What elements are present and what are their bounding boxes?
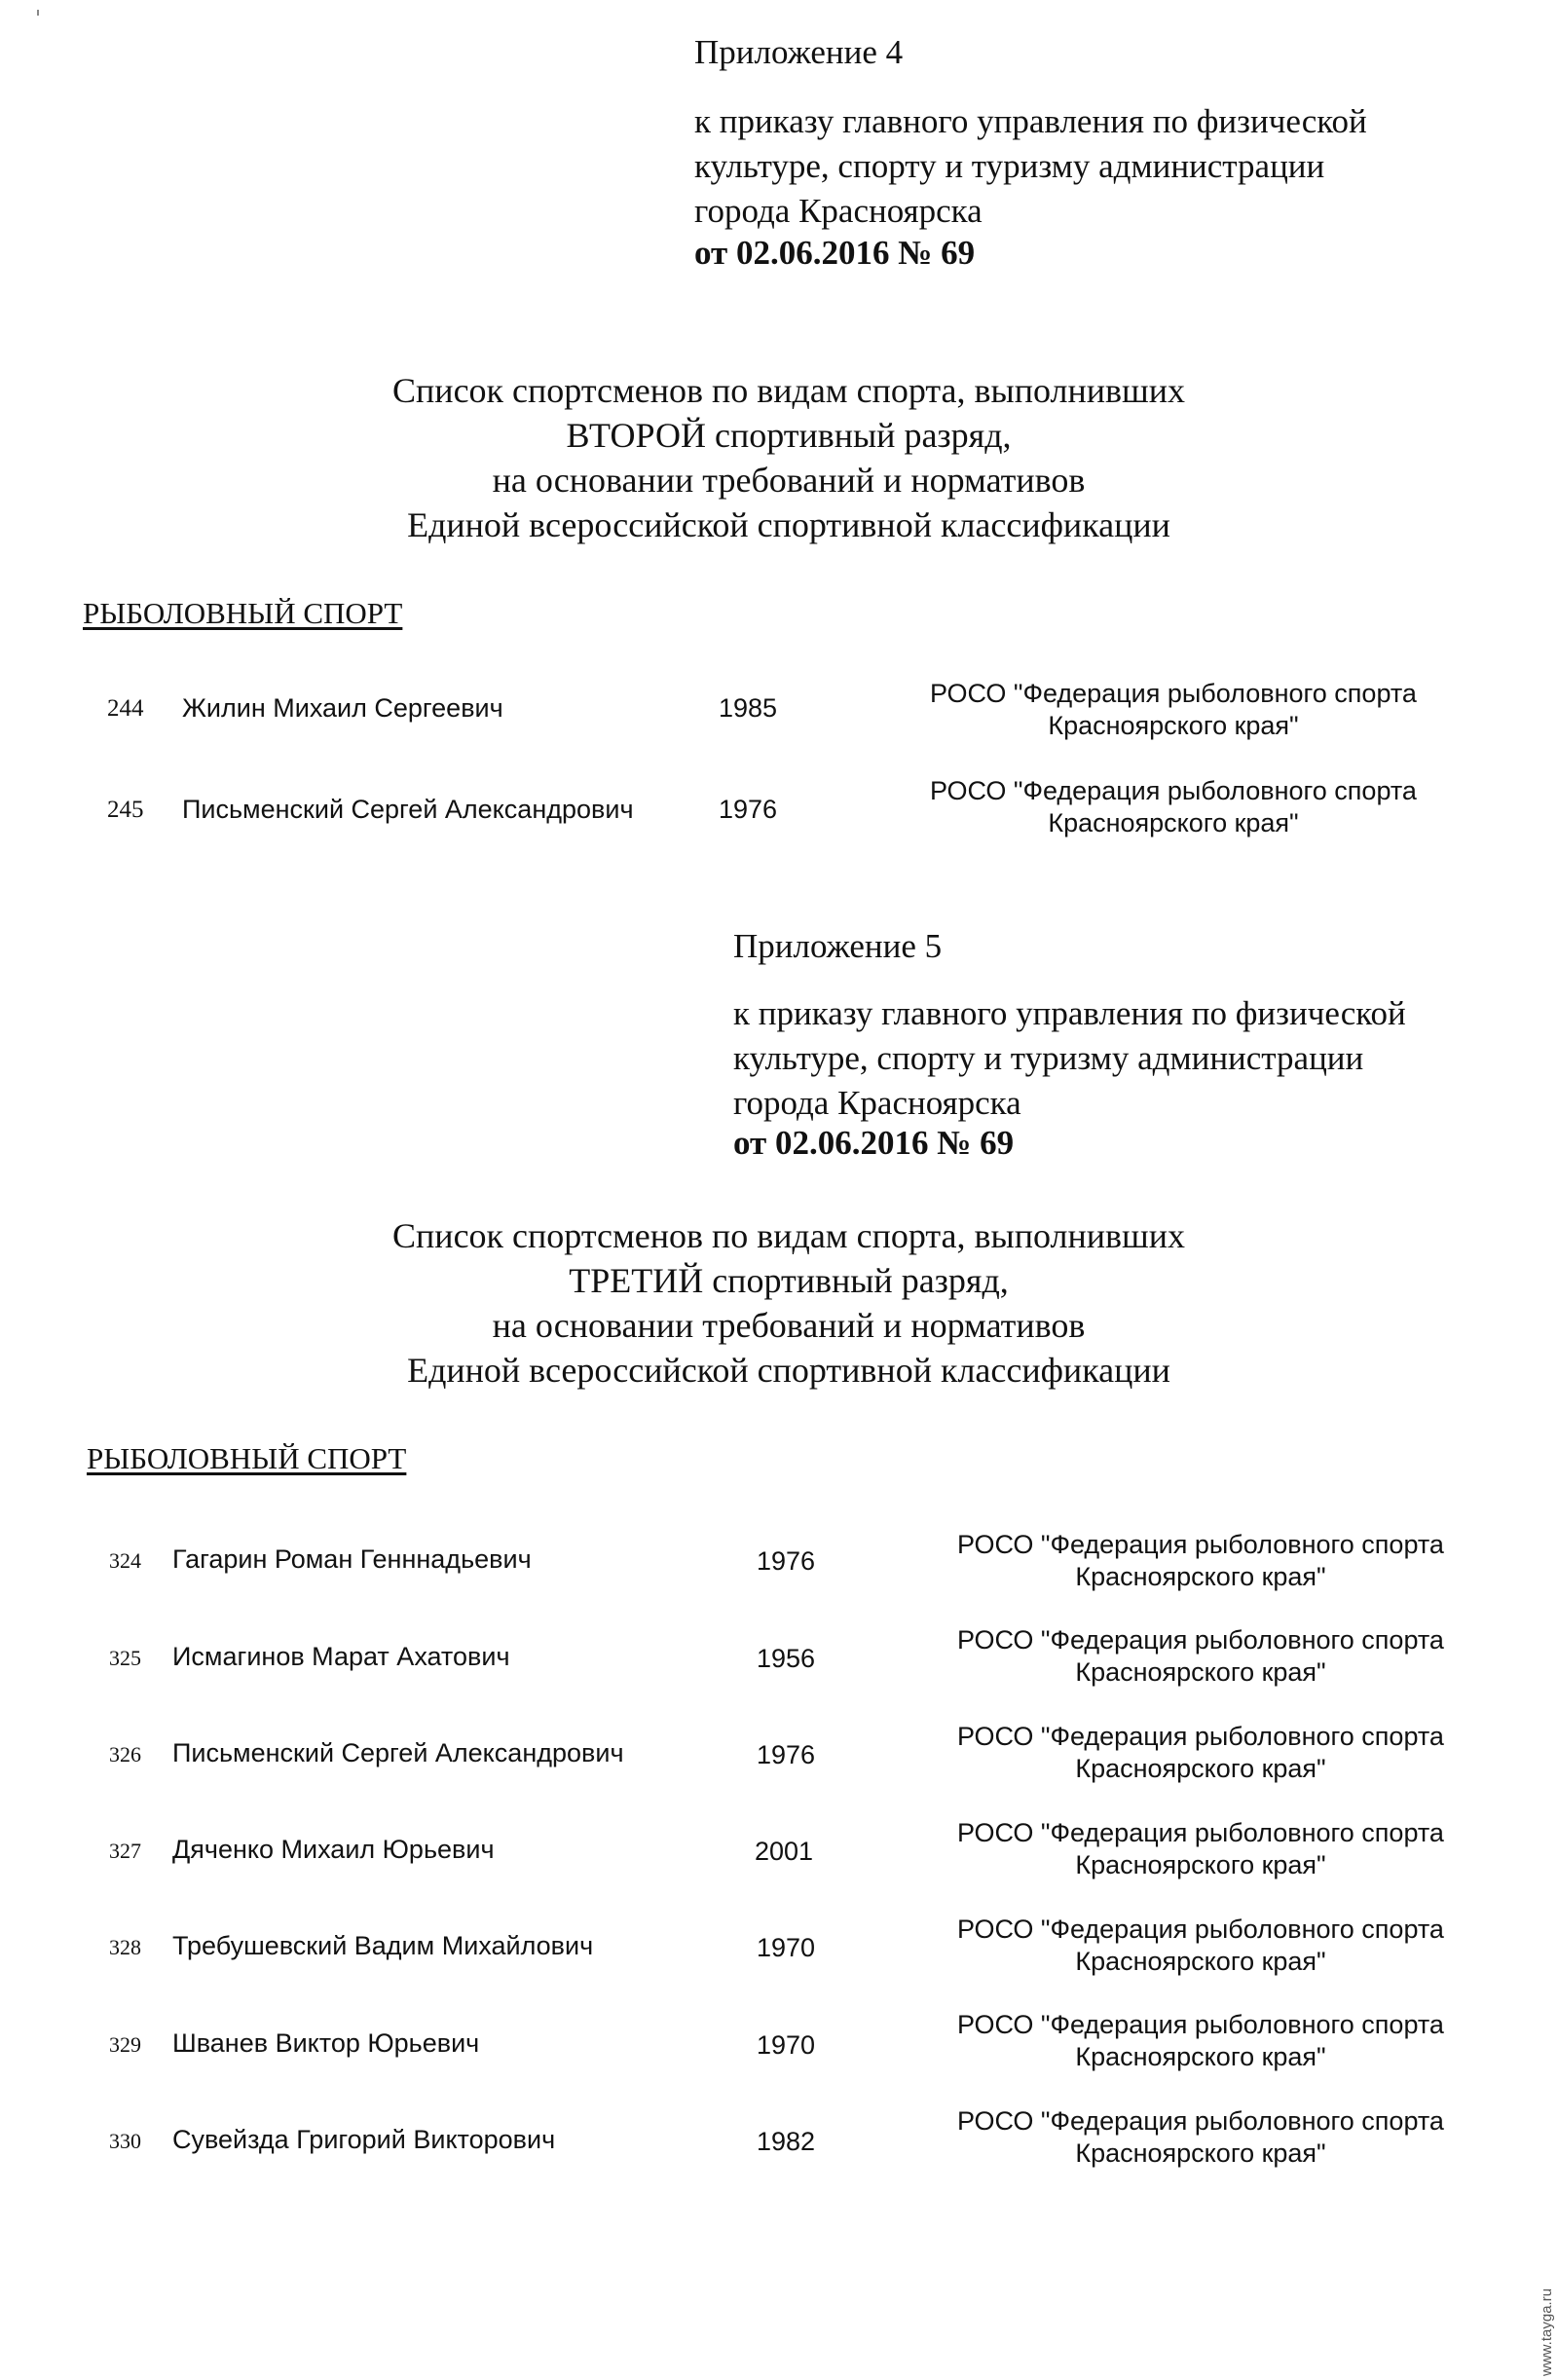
row-name: Гагарин Роман Генннадьевич: [172, 1544, 532, 1574]
row-organization: [928, 2105, 1473, 2170]
row-organization-line-2: Красноярского края": [1075, 2138, 1326, 2168]
appendix-4-line-1: к приказу главного управления по физической: [694, 102, 1367, 140]
row-name: Сувейзда Григорий Викторович: [172, 2125, 556, 2154]
table-row: [0, 1817, 1558, 1895]
table-row: [0, 1529, 1558, 1607]
list-2-title-line-1: Список спортсменов по видам спорта, выполнивших: [392, 371, 1185, 410]
row-number: 326: [109, 1742, 141, 1766]
appendix-5-date: от 02.06.2016 № 69: [733, 1124, 1015, 1162]
row-number: 330: [109, 2129, 141, 2153]
list-2-title-line-4: Единой всероссийской спортивной классификации: [407, 505, 1170, 544]
appendix-4-date: от 02.06.2016 № 69: [694, 234, 976, 272]
table-row: [0, 1914, 1558, 1991]
table-row: [0, 1624, 1558, 1702]
row-number: 329: [109, 2032, 141, 2057]
list-3-title-line-4: Единой всероссийской спортивной классификации: [407, 1351, 1170, 1390]
row-name: Письменский Сергей Александрович: [182, 795, 634, 824]
list-3-title-line-1: Список спортсменов по видам спорта, выполнивших: [392, 1216, 1185, 1255]
appendix-5-line-1: к приказу главного управления по физической: [733, 994, 1406, 1032]
appendix-4-line-2: культуре, спорту и туризму администрации: [694, 147, 1325, 185]
list-2-title-line-3: на основании требований и нормативов: [492, 461, 1086, 500]
row-name: Шванев Виктор Юрьевич: [172, 2028, 480, 2058]
appendix-5-line-2: культуре, спорту и туризму администрации: [733, 1039, 1364, 1077]
row-organization-line-1: РОСО "Федерация рыболовного спорта: [957, 1722, 1444, 1751]
row-name: Исмагинов Марат Ахатович: [172, 1642, 510, 1671]
table-row: [0, 1721, 1558, 1799]
row-organization-line-1: РОСО "Федерация рыболовного спорта: [957, 1915, 1444, 1944]
appendix-4-title: Приложение 4: [694, 33, 904, 71]
row-number: 328: [109, 1935, 141, 1959]
row-organization: [928, 1529, 1473, 1593]
row-organization-line-2: Красноярского края": [1075, 1754, 1326, 1783]
row-organization-line-1: РОСО "Федерация рыболовного спорта: [957, 2106, 1444, 2136]
watermark: www.tayga.ru: [1539, 2287, 1555, 2376]
list-2-sport-heading: РЫБОЛОВНЫЙ СПОРТ: [83, 596, 403, 630]
row-organization-line-2: Красноярского края": [1075, 2042, 1326, 2071]
row-number: 327: [109, 1839, 141, 1863]
row-organization: [928, 1721, 1473, 1785]
list-3-title: [0, 1213, 1558, 1393]
row-organization-line-2: Красноярского края": [1075, 1850, 1326, 1879]
appendix-5-title: Приложение 5: [733, 927, 943, 965]
row-name: Письменский Сергей Александрович: [172, 1738, 624, 1767]
row-year: 1976: [719, 795, 778, 824]
table-row: [0, 2105, 1558, 2183]
row-number: 244: [107, 695, 144, 722]
row-number: 325: [109, 1646, 141, 1670]
row-year: 1976: [757, 1546, 816, 1576]
table-row: [0, 775, 1558, 853]
scan-speck: [37, 10, 39, 16]
row-organization-line-1: РОСО "Федерация рыболовного спорта: [957, 1625, 1444, 1655]
row-organization-line-2: Красноярского края": [1048, 808, 1299, 837]
row-organization-line-1: РОСО "Федерация рыболовного спорта: [957, 2010, 1444, 2039]
row-name: Дяченко Михаил Юрьевич: [172, 1835, 495, 1864]
row-year: 2001: [755, 1837, 814, 1866]
row-year: 1970: [757, 2030, 816, 2060]
row-name: Жилин Михаил Сергеевич: [182, 693, 503, 723]
row-organization-line-1: РОСО "Федерация рыболовного спорта: [930, 679, 1417, 708]
row-organization: [928, 1624, 1473, 1689]
row-number: 324: [109, 1548, 141, 1573]
row-organization-line-1: РОСО "Федерация рыболовного спорта: [957, 1818, 1444, 1847]
row-organization: [928, 1914, 1473, 1978]
list-3-title-line-2: ТРЕТИЙ спортивный разряд,: [569, 1261, 1009, 1300]
row-name: Требушевский Вадим Михайлович: [172, 1931, 594, 1960]
row-organization-line-2: Красноярского края": [1075, 1657, 1326, 1687]
table-row: [0, 678, 1558, 756]
row-year: 1970: [757, 1933, 816, 1962]
row-organization-line-2: Красноярского края": [1075, 1947, 1326, 1976]
appendix-4-line-3: города Красноярска: [694, 192, 983, 230]
row-organization: [928, 1817, 1473, 1881]
table-row: [0, 2009, 1558, 2087]
row-organization: [901, 775, 1446, 839]
row-organization-line-1: РОСО "Федерация рыболовного спорта: [957, 1530, 1444, 1559]
row-year: 1956: [757, 1644, 816, 1673]
row-number: 245: [107, 797, 144, 823]
row-organization-line-2: Красноярского края": [1075, 1562, 1326, 1591]
list-3-title-line-3: на основании требований и нормативов: [492, 1306, 1086, 1345]
list-3-sport-heading: РЫБОЛОВНЫЙ СПОРТ: [87, 1441, 407, 1475]
row-year: 1985: [719, 693, 778, 723]
row-organization-line-1: РОСО "Федерация рыболовного спорта: [930, 776, 1417, 805]
row-organization: [928, 2009, 1473, 2073]
row-year: 1976: [757, 1740, 816, 1769]
row-organization-line-2: Красноярского края": [1048, 711, 1299, 740]
appendix-5-line-3: города Красноярска: [733, 1084, 1021, 1122]
row-organization: [901, 678, 1446, 742]
list-2-title-line-2: ВТОРОЙ спортивный разряд,: [566, 416, 1012, 455]
list-2-title: [0, 368, 1558, 547]
row-year: 1982: [757, 2127, 816, 2156]
